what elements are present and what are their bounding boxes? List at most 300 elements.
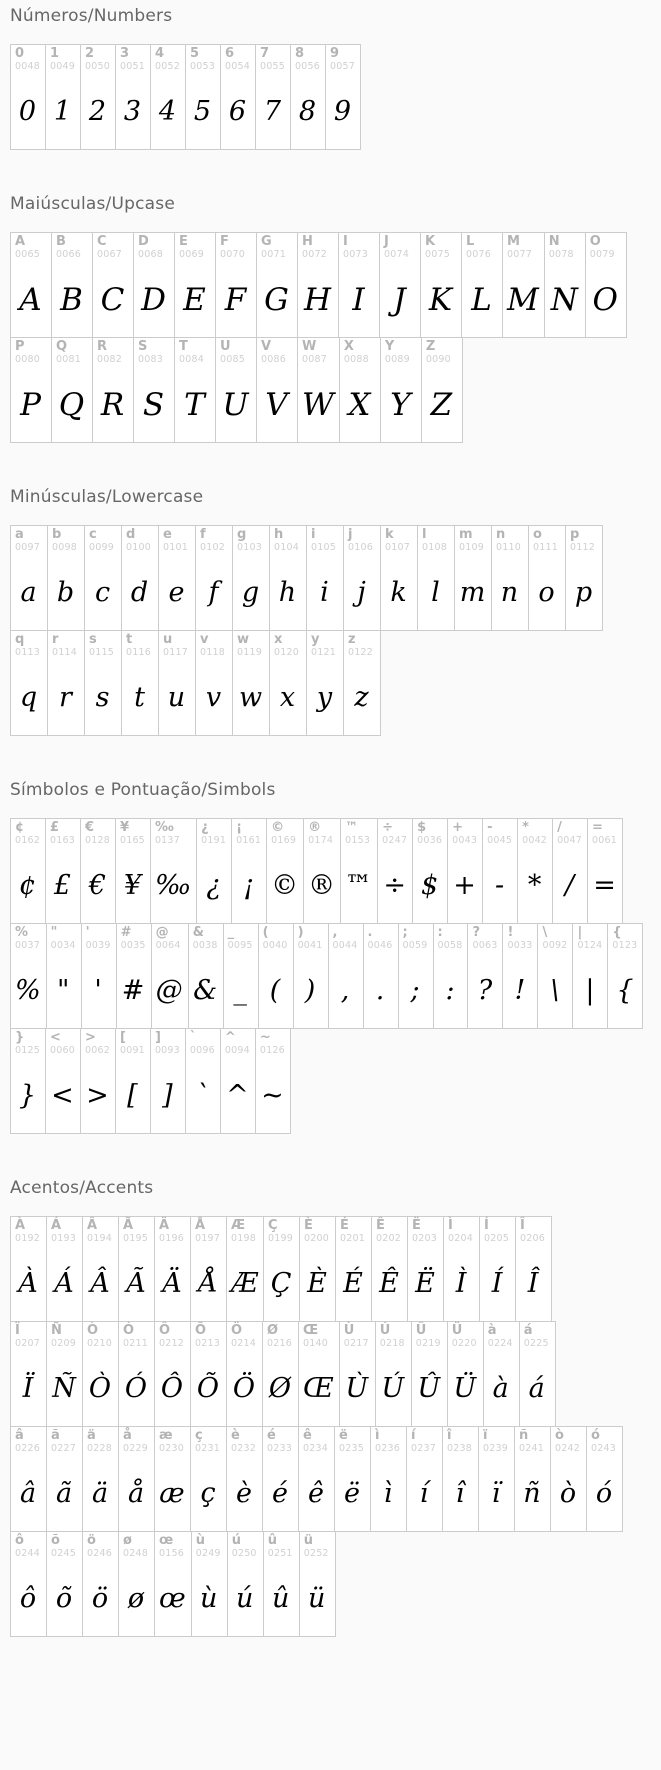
glyph-cell: [46, 1426, 83, 1532]
unicode-code-label: 0209: [51, 1337, 76, 1349]
character-label: ã: [51, 1428, 60, 1443]
unicode-code-label: 0232: [231, 1442, 256, 1454]
glyph-cell: [80, 818, 116, 924]
unicode-code-label: 0198: [231, 1232, 256, 1244]
character-label: 4: [155, 46, 165, 61]
unicode-code-label: 0090: [425, 353, 451, 365]
glyph-cell: [299, 1531, 336, 1637]
glyph-cell: [406, 1426, 443, 1532]
unicode-code-label: 0199: [268, 1232, 294, 1244]
character-label: í: [411, 1428, 416, 1443]
character-label: Ê: [376, 1218, 385, 1233]
rendered-glyph: Õ: [196, 1373, 220, 1405]
unicode-code-label: 0055: [260, 60, 285, 72]
glyph-cell: [502, 232, 545, 338]
glyph-cell: [297, 232, 339, 338]
character-label: é: [267, 1428, 276, 1443]
glyph-cell: [195, 525, 233, 631]
unicode-code-label: 0042: [522, 834, 548, 846]
unicode-code-label: 0214: [231, 1337, 256, 1349]
unicode-code-label: 0046: [367, 939, 393, 951]
unicode-code-label: 0128: [84, 834, 110, 846]
glyph-cell: [339, 337, 381, 443]
rendered-glyph: :: [445, 975, 455, 1007]
unicode-code-label: 0207: [15, 1337, 40, 1349]
rendered-glyph: %: [15, 975, 41, 1007]
rendered-glyph: p: [574, 577, 593, 609]
glyph-cell: [232, 630, 270, 736]
glyph-cell: [263, 1531, 300, 1637]
glyph-row: [10, 923, 661, 1029]
character-label: Ï: [15, 1323, 20, 1338]
unicode-code-label: 0061: [592, 834, 618, 846]
unicode-code-label: 0163: [49, 834, 75, 846]
glyph-cell: [306, 525, 344, 631]
character-label: G: [261, 234, 272, 249]
glyph-cell: [398, 923, 434, 1029]
rendered-glyph: ÷: [383, 870, 406, 902]
character-label: 0: [15, 46, 25, 61]
character-label: À: [15, 1218, 26, 1233]
rendered-glyph: ™: [345, 870, 373, 902]
rendered-glyph: t: [134, 682, 145, 714]
unicode-code-label: 0248: [123, 1547, 148, 1559]
character-label: M: [507, 234, 520, 249]
unicode-code-label: 0114: [52, 646, 77, 658]
glyph-cell: [45, 44, 81, 150]
character-label: %: [15, 925, 29, 940]
character-label: õ: [51, 1533, 60, 1548]
character-label: å: [123, 1428, 132, 1443]
character-label: ü: [303, 1533, 313, 1548]
rendered-glyph: ': [94, 975, 102, 1007]
glyph-cell: [443, 1216, 480, 1322]
unicode-code-label: 0035: [120, 939, 146, 951]
rendered-glyph: u: [167, 682, 186, 714]
unicode-code-label: 0115: [89, 646, 114, 658]
rendered-glyph: ô: [19, 1583, 37, 1615]
character-label: Ì: [448, 1218, 453, 1233]
unicode-code-label: 0088: [343, 353, 369, 365]
glyph-cell: [420, 232, 462, 338]
section-title: Maiúsculas/Upcase: [10, 194, 175, 214]
glyph-cell: [491, 525, 529, 631]
rendered-glyph: Ú: [381, 1373, 405, 1405]
unicode-code-label: 0054: [225, 60, 250, 72]
glyph-cell: [262, 1426, 299, 1532]
rendered-glyph: Ê: [379, 1268, 399, 1300]
character-label: ~: [259, 1030, 271, 1045]
unicode-code-label: 0082: [97, 353, 122, 365]
character-label: ú: [231, 1533, 241, 1548]
glyph-cell: [572, 923, 608, 1029]
unicode-code-label: 0119: [237, 646, 262, 658]
rendered-glyph: ñ: [523, 1478, 541, 1510]
glyph-grid: [10, 44, 661, 150]
rendered-glyph: }: [18, 1080, 37, 1112]
glyph-cell: [447, 818, 483, 924]
glyph-cell: [10, 818, 46, 924]
unicode-code-label: 0072: [302, 248, 327, 260]
glyph-grid: [10, 232, 661, 443]
rendered-glyph: ¡: [243, 870, 255, 902]
glyph-cell: [343, 525, 381, 631]
unicode-code-label: 0108: [422, 541, 447, 553]
glyph-cell: [227, 1531, 264, 1637]
character-label: v: [200, 632, 209, 647]
glyph-cell: [80, 1028, 116, 1134]
unicode-code-label: 0077: [507, 248, 532, 260]
unicode-code-label: 0191: [201, 834, 227, 846]
unicode-code-label: 0235: [339, 1442, 364, 1454]
glyph-cell: [479, 1216, 516, 1322]
rendered-glyph: œ: [159, 1583, 186, 1615]
glyph-cell: [297, 337, 340, 443]
character-label: b: [52, 527, 62, 542]
unicode-code-label: 0039: [85, 939, 111, 951]
rendered-glyph: æ: [159, 1478, 185, 1510]
rendered-glyph: m: [459, 577, 486, 609]
unicode-code-label: 0202: [376, 1232, 402, 1244]
rendered-glyph: ø: [127, 1583, 145, 1615]
unicode-code-label: 0070: [220, 248, 245, 260]
glyph-cell: [515, 1216, 552, 1322]
character-label: *: [522, 820, 529, 835]
character-label: Ù: [343, 1323, 355, 1338]
character-label: 7: [260, 46, 270, 61]
glyph-cell: [269, 525, 307, 631]
rendered-glyph: y: [316, 682, 333, 714]
unicode-code-label: 0212: [159, 1337, 184, 1349]
unicode-code-label: 0068: [138, 248, 163, 260]
glyph-cell: [371, 1216, 408, 1322]
rendered-glyph: ë: [344, 1478, 360, 1510]
character-label: ø: [123, 1533, 132, 1548]
rendered-glyph: \: [550, 975, 560, 1007]
glyph-cell: [552, 818, 588, 924]
character-label: ë: [339, 1428, 348, 1443]
character-label: ñ: [519, 1428, 529, 1443]
rendered-glyph: e: [168, 577, 185, 609]
glyph-cell: [256, 232, 298, 338]
character-label: 6: [225, 46, 235, 61]
section-title: Minúsculas/Lowercase: [10, 487, 204, 507]
unicode-code-label: 0085: [220, 353, 245, 365]
unicode-code-label: 0113: [15, 646, 40, 658]
unicode-code-label: 0053: [190, 60, 215, 72]
glyph-cell: [607, 923, 643, 1029]
rendered-glyph: o: [538, 577, 555, 609]
character-label: œ: [159, 1533, 174, 1548]
glyph-cell: [116, 923, 152, 1029]
character-label: ó: [591, 1428, 600, 1443]
rendered-glyph: b: [56, 577, 75, 609]
character-label: Â: [87, 1218, 98, 1233]
glyph-cell: [587, 818, 623, 924]
rendered-glyph: M: [507, 281, 539, 318]
character-label: Î: [520, 1218, 525, 1233]
rendered-glyph: ì: [383, 1478, 393, 1510]
unicode-code-label: 0051: [120, 60, 145, 72]
glyph-cell: [10, 923, 47, 1029]
character-label: È: [304, 1218, 313, 1233]
rendered-glyph: ,: [340, 975, 350, 1007]
rendered-glyph: â: [19, 1478, 37, 1510]
unicode-code-label: 0156: [159, 1547, 184, 1559]
character-label: F: [220, 234, 229, 249]
glyph-cell: [517, 818, 553, 924]
glyph-cell: [10, 1028, 46, 1134]
character-label: Q: [56, 339, 68, 354]
unicode-code-label: 0245: [51, 1547, 76, 1559]
unicode-code-label: 0121: [311, 646, 336, 658]
rendered-glyph: 6: [228, 96, 247, 128]
character-label: @: [155, 925, 169, 940]
character-label: -: [487, 820, 493, 835]
glyph-cell: [10, 44, 46, 150]
unicode-code-label: 0118: [200, 646, 225, 658]
character-label: Í: [484, 1218, 489, 1233]
rendered-glyph: ;: [410, 975, 420, 1007]
glyph-cell: [10, 525, 48, 631]
rendered-glyph: v: [205, 682, 222, 714]
glyph-cell: [115, 1028, 151, 1134]
character-label: Œ: [303, 1323, 319, 1338]
character-label: Y: [384, 339, 395, 354]
rendered-glyph: @: [155, 975, 183, 1007]
unicode-code-label: 0120: [274, 646, 299, 658]
rendered-glyph: û: [272, 1583, 290, 1615]
character-label: k: [385, 527, 394, 542]
character-label: o: [533, 527, 542, 542]
character-label: £: [49, 820, 60, 835]
unicode-code-label: 0093: [154, 1044, 180, 1056]
unicode-code-label: 0225: [523, 1337, 549, 1349]
unicode-code-label: 0109: [459, 541, 484, 553]
glyph-cell: [46, 1321, 83, 1427]
rendered-glyph: £: [53, 870, 72, 902]
unicode-code-label: 0234: [303, 1442, 328, 1454]
unicode-code-label: 0081: [56, 353, 81, 365]
unicode-code-label: 0229: [123, 1442, 148, 1454]
character-label: _: [227, 925, 235, 940]
character-label: e: [163, 527, 172, 542]
rendered-glyph: 1: [53, 96, 72, 128]
rendered-glyph: g: [241, 577, 260, 609]
rendered-glyph: E: [183, 281, 206, 318]
unicode-code-label: 0241: [519, 1442, 544, 1454]
character-label: O: [589, 234, 601, 249]
glyph-cell: [407, 1216, 444, 1322]
glyph-cell: [191, 1531, 228, 1637]
rendered-glyph: ¥: [123, 870, 142, 902]
unicode-code-label: 0206: [520, 1232, 546, 1244]
rendered-glyph: G: [264, 281, 289, 318]
unicode-code-label: 0213: [195, 1337, 220, 1349]
rendered-glyph: _: [233, 975, 247, 1007]
character-label: Å: [195, 1218, 206, 1233]
rendered-glyph: ?: [477, 975, 493, 1007]
rendered-glyph: a: [20, 577, 37, 609]
unicode-code-label: 0211: [123, 1337, 148, 1349]
character-label: ç: [195, 1428, 203, 1443]
glyph-cell: [115, 44, 151, 150]
rendered-glyph: *: [527, 870, 542, 902]
unicode-code-label: 0210: [87, 1337, 112, 1349]
glyph-cell: [325, 44, 361, 150]
unicode-code-label: 0218: [379, 1337, 405, 1349]
character-label: H: [302, 234, 313, 249]
glyph-cell: [339, 1321, 376, 1427]
glyph-cell: [258, 923, 294, 1029]
glyph-cell: [45, 1028, 81, 1134]
glyph-cell: [158, 630, 196, 736]
glyph-cell: [158, 525, 196, 631]
rendered-glyph: Ë: [415, 1268, 435, 1300]
rendered-glyph: Ì: [455, 1268, 467, 1300]
unicode-code-label: 0227: [51, 1442, 76, 1454]
unicode-code-label: 0095: [227, 939, 253, 951]
unicode-code-label: 0247: [382, 834, 408, 846]
character-label: Z: [425, 339, 436, 354]
rendered-glyph: å: [127, 1478, 145, 1510]
character-label: V: [261, 339, 272, 354]
section-title: Números/Numbers: [10, 6, 173, 26]
glyph-cell: [190, 1216, 227, 1322]
character-label: g: [237, 527, 247, 542]
rendered-glyph: S: [142, 386, 165, 423]
unicode-code-label: 0086: [261, 353, 286, 365]
glyph-cell: [417, 525, 455, 631]
glyph-grid: [10, 818, 661, 1134]
rendered-glyph: T: [184, 386, 205, 423]
rendered-glyph: 9: [333, 96, 352, 128]
rendered-glyph: K: [428, 281, 453, 318]
rendered-glyph: Î: [527, 1268, 539, 1300]
glyph-cell: [482, 818, 518, 924]
rendered-glyph: (: [269, 975, 281, 1007]
rendered-glyph: j: [357, 577, 366, 609]
glyph-cell: [232, 525, 270, 631]
unicode-code-label: 0228: [87, 1442, 112, 1454]
character-label: E: [179, 234, 188, 249]
glyph-cell: [303, 818, 341, 924]
rendered-glyph: à: [492, 1373, 509, 1405]
glyph-cell: [46, 923, 82, 1029]
glyph-cell: [442, 1426, 479, 1532]
glyph-cell: [154, 1216, 191, 1322]
character-label: 1: [50, 46, 60, 61]
glyph-row: [10, 630, 661, 736]
character-label: Ë: [412, 1218, 421, 1233]
character-label: I: [343, 234, 348, 249]
glyph-cell: [293, 923, 329, 1029]
glyph-cell: [195, 630, 233, 736]
glyph-cell: [586, 1426, 623, 1532]
rendered-glyph: 3: [123, 96, 142, 128]
rendered-glyph: Œ: [303, 1373, 334, 1405]
unicode-code-label: 0059: [402, 939, 428, 951]
rendered-glyph: À: [18, 1268, 38, 1300]
unicode-code-label: 0237: [411, 1442, 436, 1454]
rendered-glyph: õ: [55, 1583, 73, 1615]
unicode-code-label: 0126: [259, 1044, 285, 1056]
rendered-glyph: A: [19, 281, 42, 318]
rendered-glyph: B: [60, 281, 83, 318]
unicode-code-label: 0201: [340, 1232, 366, 1244]
character-label: Ú: [379, 1323, 391, 1338]
unicode-code-label: 0094: [224, 1044, 250, 1056]
unicode-code-label: 0162: [15, 834, 40, 846]
glyph-cell: [154, 1426, 191, 1532]
glyph-cell: [370, 1426, 407, 1532]
unicode-code-label: 0092: [542, 939, 568, 951]
unicode-code-label: 0140: [303, 1337, 328, 1349]
rendered-glyph: ç: [200, 1478, 216, 1510]
glyph-cell: [133, 232, 175, 338]
glyph-cell: [115, 818, 151, 924]
unicode-code-label: 0044: [332, 939, 358, 951]
glyph-cell: [150, 44, 186, 150]
rendered-glyph: Ò: [88, 1373, 112, 1405]
character-label: ): [297, 925, 304, 940]
unicode-code-label: 0062: [84, 1044, 110, 1056]
unicode-code-label: 0065: [15, 248, 40, 260]
character-label: Ä: [159, 1218, 170, 1233]
character-label: J: [384, 234, 389, 249]
glyph-cell: [544, 232, 586, 338]
unicode-code-label: 0116: [126, 646, 151, 658]
unicode-code-label: 0101: [163, 541, 188, 553]
glyph-cell: [45, 818, 81, 924]
character-label: ÷: [382, 820, 394, 835]
rendered-glyph: F: [224, 281, 247, 318]
rendered-glyph: Æ: [231, 1268, 259, 1300]
glyph-cell: [133, 337, 175, 443]
rendered-glyph: X: [348, 386, 371, 423]
rendered-glyph: ò: [559, 1478, 577, 1510]
unicode-code-label: 0246: [87, 1547, 112, 1559]
rendered-glyph: i: [320, 577, 329, 609]
character-label: x: [274, 632, 283, 647]
character-label: C: [97, 234, 107, 249]
character-label: Ø: [267, 1323, 279, 1338]
rendered-glyph: r: [59, 682, 72, 714]
unicode-code-label: 0050: [85, 60, 110, 72]
rendered-glyph: ï: [491, 1478, 501, 1510]
glyph-cell: [340, 818, 378, 924]
rendered-glyph: ®: [308, 870, 336, 902]
character-label: l: [422, 527, 427, 542]
unicode-code-label: 0244: [15, 1547, 40, 1559]
rendered-glyph: Â: [90, 1268, 110, 1300]
glyph-cell: [215, 337, 257, 443]
rendered-glyph: Û: [417, 1373, 441, 1405]
character-label: ^: [224, 1030, 236, 1045]
unicode-code-label: 0048: [15, 60, 40, 72]
unicode-code-label: 0220: [451, 1337, 477, 1349]
character-label: Õ: [195, 1323, 207, 1338]
unicode-code-label: 0049: [50, 60, 75, 72]
glyph-row: [10, 232, 661, 338]
character-label: m: [459, 527, 473, 542]
unicode-code-label: 0105: [311, 541, 336, 553]
unicode-code-label: 0033: [507, 939, 533, 951]
glyph-cell: [461, 232, 503, 338]
rendered-glyph: =: [593, 870, 616, 902]
unicode-code-label: 0200: [304, 1232, 330, 1244]
glyph-cell: [231, 818, 267, 924]
